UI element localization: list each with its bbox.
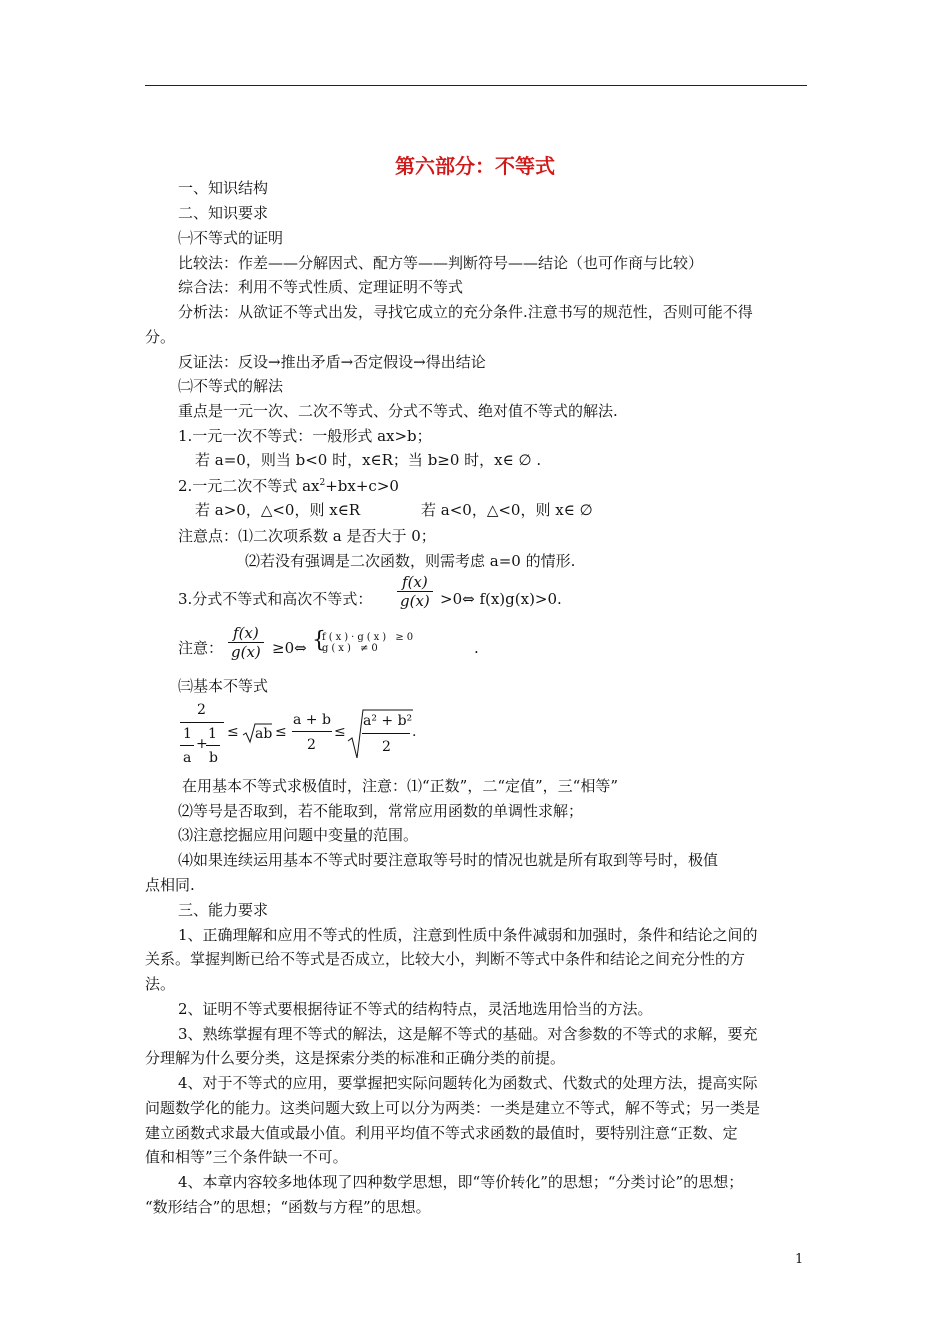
- empty-set-symbol: ∅: [518, 451, 532, 469]
- text-line: 3、熟练掌握有理不等式的解法，这是解不等式的基础。对含参数的不等式的求解，要充: [178, 1025, 758, 1043]
- text-line: 3.分式不等式和高次不等式：: [178, 590, 373, 608]
- exponent: 2: [319, 478, 326, 488]
- text-line: 2、证明不等式要根据待证不等式的结构特点，灵活地选用恰当的方法。: [178, 1000, 653, 1018]
- text-line: ⑵若没有强调是二次函数，则需考虑 a=0 的情形.: [245, 552, 576, 570]
- text-line: 4、本章内容较多地体现了四种数学思想，即“等价转化”的思想；“分类讨论”的思想；: [178, 1173, 744, 1191]
- period: .: [536, 451, 542, 469]
- fraction-fx-gx: [397, 573, 433, 610]
- text-line: 一、知识结构: [178, 179, 269, 197]
- text-line: “数形结合”的思想；“函数与方程”的思想。: [145, 1198, 431, 1216]
- text-line: 建立函数式求最大值或最小值。利用平均值不等式求函数的最值时，要特别注意“正数、定: [145, 1124, 738, 1142]
- text-line: ㈢基本不等式: [178, 677, 269, 695]
- text-line: 值和相等”三个条件缺一不可。: [145, 1148, 348, 1166]
- harmonic-sub-numerator: 1: [183, 726, 192, 742]
- text-line: 综合法：利用不等式性质、定理证明不等式: [178, 278, 464, 296]
- empty-set-symbol: ∅: [579, 501, 593, 519]
- variable-a: a: [183, 750, 192, 766]
- denominator: g(x): [400, 592, 430, 610]
- fraction-bar: [292, 731, 332, 732]
- fraction-bar: [180, 745, 194, 746]
- text-line: ⑵等号是否取到，若不能取到，常常应用函数的单调性求解；: [178, 802, 584, 820]
- text-segment: 若 a=0，则当 b<0 时，x∈R；当 b≥0 时，x∈: [195, 451, 514, 469]
- text-line: ⑶注意挖掘应用问题中变量的范围。: [178, 826, 419, 844]
- text-line: 注意：: [178, 639, 224, 657]
- text-line: 三、能力要求: [178, 901, 269, 919]
- leq-sign: ≤: [227, 724, 239, 740]
- text-segment: 若 a<0，△<0，则 x∈: [421, 501, 575, 519]
- text-line: 若 a>0，△<0，则 x∈R: [195, 501, 361, 519]
- leq-sign: ≤: [275, 724, 287, 740]
- text-segment: 2.一元二次不等式 ax: [178, 477, 320, 495]
- rms-denominator: 2: [382, 739, 391, 755]
- text-line: ≥0⇔: [272, 639, 307, 657]
- text-line: 注意点：⑴二次项系数 a 是否大于 0；: [178, 527, 436, 545]
- text-line: 问题数学化的能力。这类问题大致上可以分为两类：一类是建立不等式，解不等式；另一类是: [145, 1099, 761, 1117]
- text-line: 关系。掌握判断已给不等式是否成立，比较大小，判断不等式中条件和结论之间充分性的方: [145, 950, 746, 968]
- text-line: [178, 476, 399, 496]
- page-title: 第六部分：不等式: [395, 154, 555, 178]
- text-line: 比较法：作差——分解因式、配方等——判断符号——结论（也可作商与比较）: [178, 254, 704, 272]
- period: .: [412, 724, 417, 740]
- text-line: 1.一元一次不等式：一般形式 ax>b；: [178, 427, 432, 445]
- mean-numerator: a + b: [293, 712, 331, 728]
- text-line: [195, 450, 541, 470]
- text-line: 重点是一元一次、二次不等式、分式不等式、绝对值不等式的解法.: [178, 402, 618, 420]
- text-line: ⑷如果连续运用基本不等式时要注意取等号时的情况也就是所有取到等号时，极值: [178, 851, 719, 869]
- period: .: [474, 639, 479, 657]
- variable-b: b: [209, 750, 218, 766]
- text-line: 反证法：反设→推出矛盾→否定假设→得出结论: [178, 353, 486, 371]
- harmonic-numerator: 2: [197, 702, 206, 718]
- fraction-bar: [180, 722, 224, 723]
- numerator: f(x): [228, 624, 264, 643]
- rms-numerator: a² + b²: [363, 713, 413, 729]
- leq-sign: ≤: [334, 724, 346, 740]
- fraction-bar: [206, 745, 220, 746]
- text-line: >0⇔ f(x)g(x)>0.: [440, 590, 562, 608]
- text-line: [421, 500, 593, 520]
- plus-sign: +: [196, 736, 208, 752]
- text-line: 二、知识要求: [178, 204, 269, 222]
- text-line: 分。: [145, 328, 176, 346]
- harmonic-sub-numerator: 1: [208, 726, 217, 742]
- mean-denominator: 2: [307, 737, 316, 753]
- fraction-fx-gx: [228, 624, 264, 661]
- text-line: 分理解为什么要分类，这是探索分类的标准和正确分类的前提。: [145, 1049, 566, 1067]
- fraction-bar: [362, 733, 410, 734]
- text-line: ㈠不等式的证明: [178, 229, 284, 247]
- text-line: 分析法：从欲证不等式出发，寻找它成立的充分条件.注意书写的规范性，否则可能不得: [178, 303, 753, 321]
- system-brace: {: [312, 628, 326, 653]
- header-rule: [145, 85, 807, 86]
- text-line: 点相同.: [145, 876, 195, 894]
- page-number: 1: [795, 1252, 804, 1267]
- text-line: 在用基本不等式求极值时，注意：⑴“正数”，二“定值”，三“相等”: [182, 777, 619, 795]
- denominator: g(x): [231, 643, 261, 661]
- text-segment: +bx+c>0: [325, 477, 399, 495]
- numerator: f(x): [397, 573, 433, 592]
- text-line: 法。: [145, 975, 176, 993]
- inequality-system: [322, 632, 416, 654]
- text-line: 1、正确理解和应用不等式的性质，注意到性质中条件减弱和加强时，条件和结论之间的: [178, 926, 758, 944]
- text-line: 4、对于不等式的应用，要掌握把实际问题转化为函数式、代数式的处理方法，提高实际: [178, 1074, 758, 1092]
- system-row: g(x) ≠0: [322, 643, 381, 654]
- text-line: ㈡不等式的解法: [178, 377, 284, 395]
- sqrt-ab: ab: [255, 726, 273, 742]
- system-row: f(x)·g(x) ≥0: [322, 632, 417, 643]
